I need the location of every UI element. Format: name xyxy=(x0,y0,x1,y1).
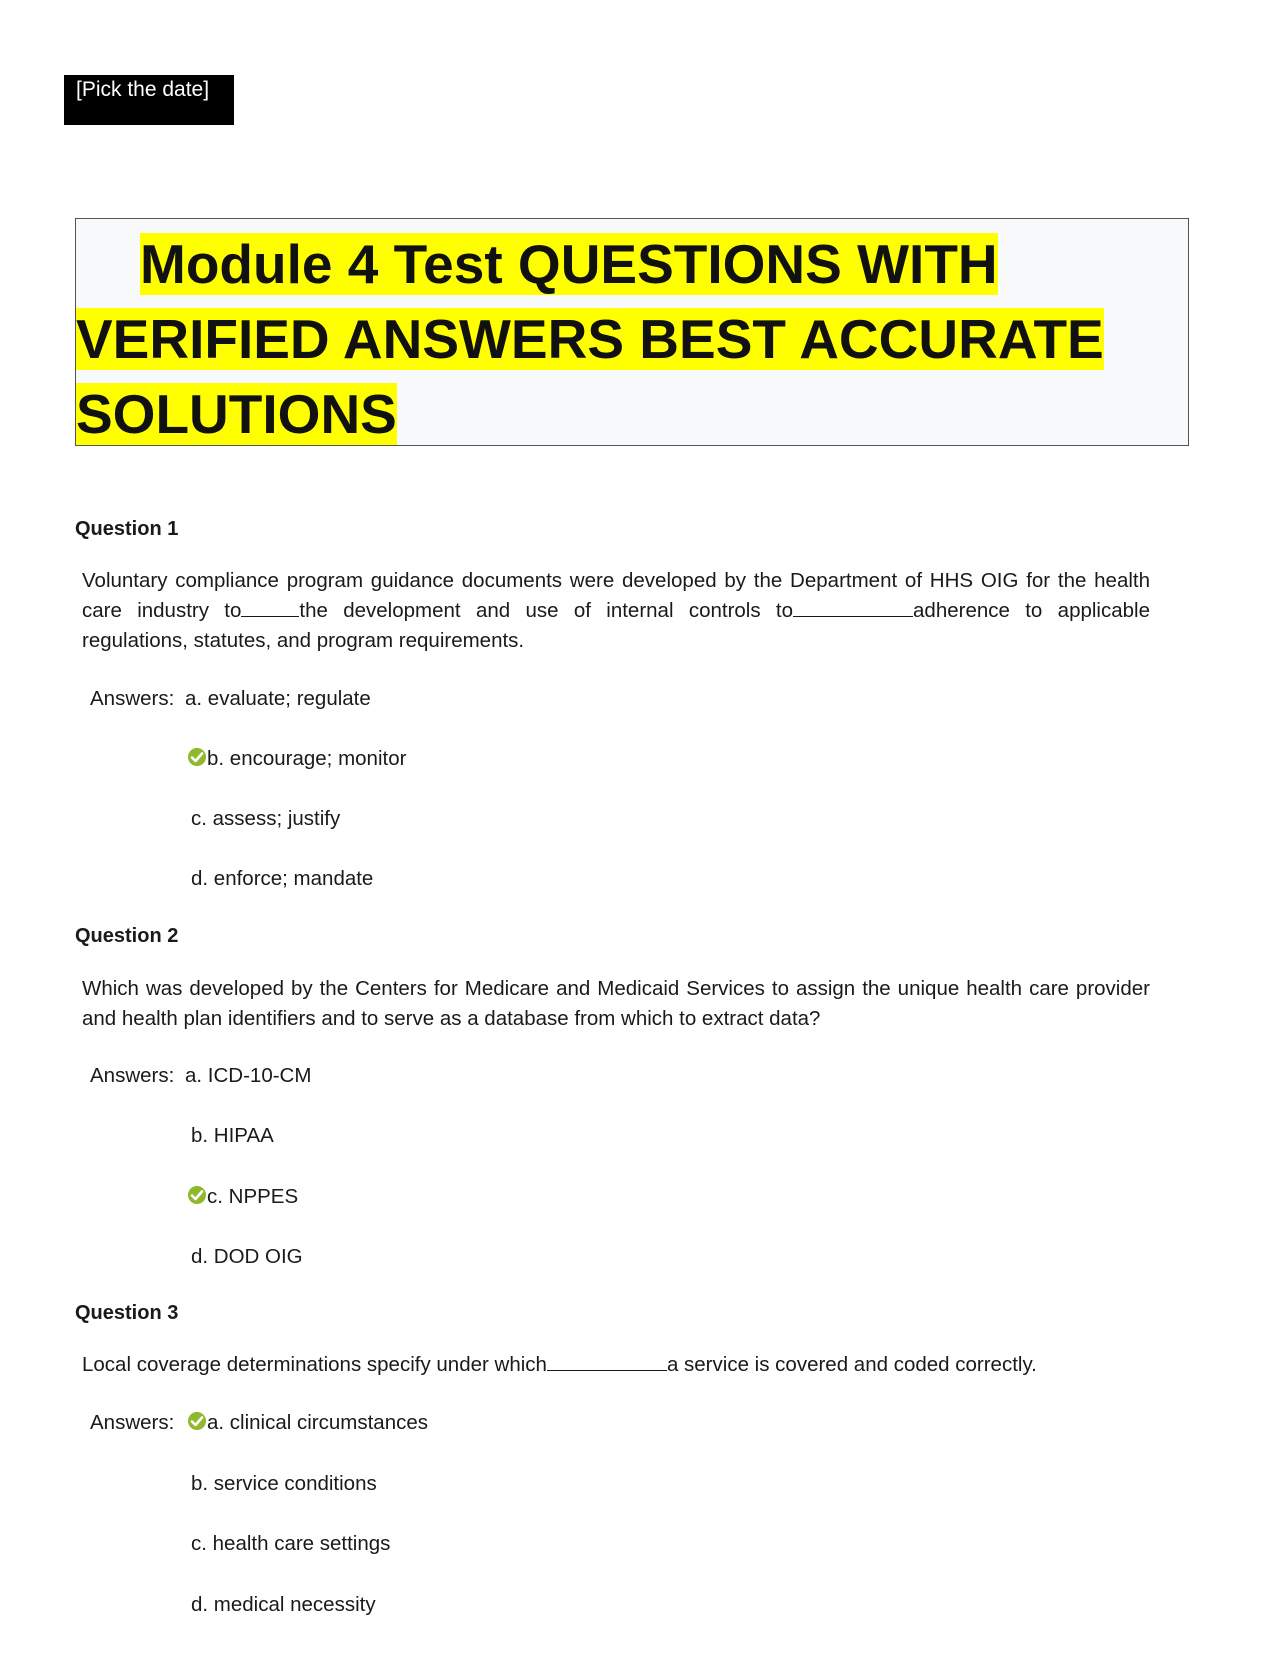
question-1-option-c[interactable] xyxy=(191,806,340,832)
option-label: a. clinical circumstances xyxy=(207,1411,429,1434)
option-label: d. enforce; mandate xyxy=(191,867,374,890)
correct-check-icon xyxy=(187,1411,207,1431)
question-1-blank-2 xyxy=(793,598,913,617)
question-2-option-b[interactable] xyxy=(191,1123,274,1149)
date-picker-placeholder[interactable] xyxy=(64,75,234,125)
question-1-text-part3: adherence to applicable regulations, statutes, and program requirements. xyxy=(82,599,1150,652)
question-1-option-b[interactable] xyxy=(191,746,406,772)
correct-check-icon xyxy=(187,747,207,767)
option-label: c. assess; justify xyxy=(191,807,341,830)
question-2-heading: Question 2 xyxy=(75,925,179,947)
question-1-answers-label: Answers: xyxy=(90,687,175,710)
question-2-answers-label: Answers: xyxy=(90,1064,175,1087)
option-label: a. evaluate; regulate xyxy=(185,687,371,710)
question-1-option-d[interactable] xyxy=(191,866,373,892)
question-1-text xyxy=(82,566,1150,656)
title-line-1: Module 4 Test QUESTIONS WITH xyxy=(140,233,998,295)
date-placeholder-text: [Pick the date] xyxy=(76,78,210,101)
document-title xyxy=(76,227,1186,452)
question-3-text-part2: a service is covered and coded correctly. xyxy=(666,1353,1037,1376)
question-1-text-part1: Voluntary compliance program guidance documents were developed by the Department of HHS OIG for the health care industry to xyxy=(82,569,1150,622)
question-2-option-a[interactable] xyxy=(185,1063,311,1089)
question-3-blank xyxy=(547,1352,667,1371)
title-box xyxy=(75,218,1189,446)
title-line-2: VERIFIED ANSWERS BEST ACCURATE xyxy=(76,308,1104,370)
question-1-heading: Question 1 xyxy=(75,518,179,540)
option-label: b. service conditions xyxy=(191,1472,377,1495)
question-2-option-c[interactable] xyxy=(191,1184,298,1210)
question-3-text xyxy=(82,1350,1150,1380)
question-3-option-a[interactable] xyxy=(191,1410,428,1436)
option-label: b. HIPAA xyxy=(191,1124,274,1147)
question-3-option-b[interactable] xyxy=(191,1471,377,1497)
question-3-option-c[interactable] xyxy=(191,1531,390,1557)
option-label: b. encourage; monitor xyxy=(207,747,407,770)
question-1-text-part2: the development and use of internal controls to xyxy=(299,599,794,622)
title-line-3: SOLUTIONS xyxy=(76,383,397,445)
correct-check-icon xyxy=(187,1185,207,1205)
question-3-text-part1: Local coverage determinations specify under which xyxy=(82,1353,547,1376)
option-label: c. NPPES xyxy=(207,1185,299,1208)
option-label: d. medical necessity xyxy=(191,1593,376,1616)
option-label: d. DOD OIG xyxy=(191,1245,303,1268)
option-label: c. health care settings xyxy=(191,1532,391,1555)
question-3-answers-label: Answers: xyxy=(90,1411,175,1434)
question-1-option-a[interactable] xyxy=(185,686,371,712)
question-3-option-d[interactable] xyxy=(191,1592,376,1618)
question-2-text: Which was developed by the Centers for Medicare and Medicaid Services to assign the unique health care provider and health plan identifiers and to serve as a database from which to extract data? xyxy=(82,977,1150,1030)
question-2-option-d[interactable] xyxy=(191,1244,303,1270)
question-1-blank-1 xyxy=(241,598,299,617)
option-label: a. ICD-10-CM xyxy=(185,1064,312,1087)
question-3-heading: Question 3 xyxy=(75,1302,179,1324)
